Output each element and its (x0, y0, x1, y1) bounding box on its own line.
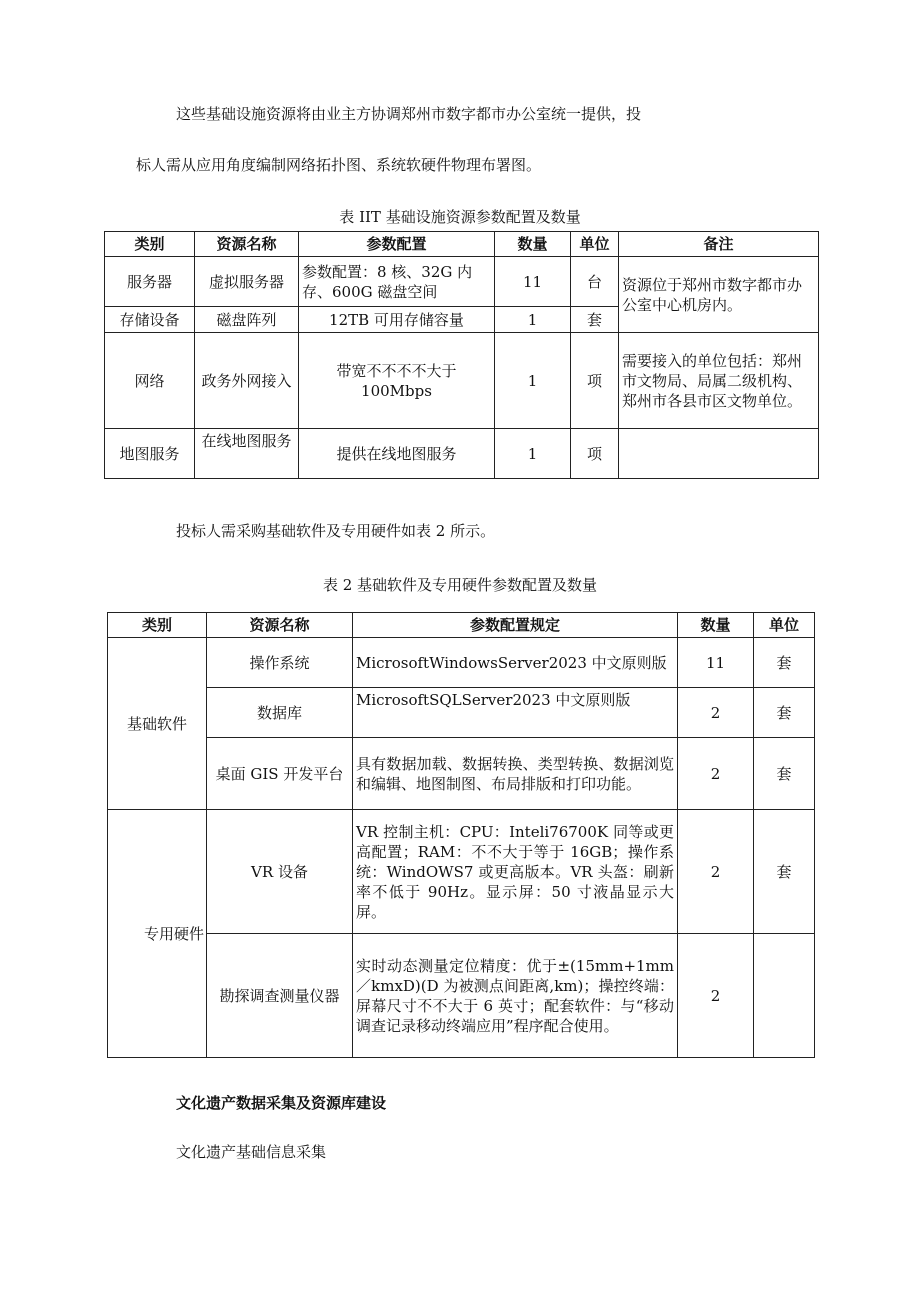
table-row (108, 638, 815, 688)
table2-header-category: 类别 (108, 613, 207, 638)
table-row (105, 257, 819, 307)
table-row (108, 738, 815, 810)
table1-header-category: 类别 (105, 232, 195, 257)
table-cell: 台 (571, 257, 619, 307)
table-cell: 勘探调查测量仪器 (207, 934, 353, 1058)
table-cell: 数据库 (207, 688, 353, 738)
table1-header-row (105, 232, 819, 257)
table-cell: 磁盘阵列 (195, 307, 299, 333)
intro-line-1: 这些基础设施资源将由业主方协调郑州市数字都市办公室统一提供，投 (176, 105, 642, 123)
table1-header-qty: 数量 (495, 232, 571, 257)
table-row (108, 810, 815, 934)
table1-header-unit: 单位 (571, 232, 619, 257)
table-cell: VR 设备 (207, 810, 353, 934)
table-cell: 2 (678, 738, 754, 810)
table2 (107, 612, 815, 1058)
table-cell-note-merged: 资源位于郑州市数字都市办公室中心机房内。 (619, 257, 819, 333)
table1-header-config: 参数配置 (299, 232, 495, 257)
intro-line-2: 标人需从应用角度编制网络拓扑图、系统软硬件物理布署图。 (136, 156, 542, 174)
table-cell: 2 (678, 810, 754, 934)
table-cell: 项 (571, 429, 619, 479)
table-cell: 1 (495, 307, 571, 333)
table1-caption: 表 IIT 基础设施资源参数配置及数量 (339, 208, 581, 226)
table-cell: MicrosoftSQLServer2023 中文原则版 (353, 688, 678, 738)
table2-header-qty: 数量 (678, 613, 754, 638)
table-cell: 地图服务 (105, 429, 195, 479)
table-cell: 1 (495, 429, 571, 479)
table-cell (619, 429, 819, 479)
table-row (105, 333, 819, 429)
table-cell: 套 (571, 307, 619, 333)
table2-caption: 表 2 基础软件及专用硬件参数配置及数量 (322, 576, 598, 594)
table-cell: 11 (495, 257, 571, 307)
table-row (108, 934, 815, 1058)
table-row (105, 429, 819, 479)
table1 (104, 231, 819, 479)
table-cell: 2 (678, 688, 754, 738)
table-cell: 需要接入的单位包括：郑州市文物局、局属二级机构、郑州市各县市区文物单位。 (619, 333, 819, 429)
table-cell: 项 (571, 333, 619, 429)
table-cell: 套 (754, 810, 815, 934)
table-cell: 1 (495, 333, 571, 429)
table-cell: 实时动态测量定位精度：优于±(15mm+1mm／kmxD)(D 为被测点间距离,km)；操控终端：屏幕尺寸不不大于 6 英寸；配套软件：与“移动调查记录移动终端应用”程序配合使用。 (353, 934, 678, 1058)
table-cell: 提供在线地图服务 (299, 429, 495, 479)
table-cell: 服务器 (105, 257, 195, 307)
table2-intro: 投标人需采购基础软件及专用硬件如表 2 所示。 (176, 522, 496, 540)
table2-header-row (108, 613, 815, 638)
table-cell: 参数配置：8 核、32G 内存、600G 磁盘空间 (299, 257, 495, 307)
table2-header-name: 资源名称 (207, 613, 353, 638)
table2-header-unit: 单位 (754, 613, 815, 638)
table-cell: 在线地图服务 (195, 429, 299, 479)
table-cell: MicrosoftWindowsServer2023 中文原则版 (353, 638, 678, 688)
table-cell: 虚拟服务器 (195, 257, 299, 307)
table-cell: 12TB 可用存储容量 (299, 307, 495, 333)
table-cell: 网络 (105, 333, 195, 429)
table-cell: 11 (678, 638, 754, 688)
table-cell-group-special-hardware: 专用硬件 (108, 810, 207, 1058)
section-heading: 文化遗产数据采集及资源库建设 (176, 1094, 387, 1112)
table-row (108, 688, 815, 738)
table-cell (754, 934, 815, 1058)
table-cell: 桌面 GIS 开发平台 (207, 738, 353, 810)
table1-header-name: 资源名称 (195, 232, 299, 257)
table-cell: 套 (754, 638, 815, 688)
table2-header-config: 参数配置规定 (353, 613, 678, 638)
table-cell: 政务外网接入 (195, 333, 299, 429)
table-cell: 套 (754, 688, 815, 738)
table-cell: 存储设备 (105, 307, 195, 333)
table-cell: 2 (678, 934, 754, 1058)
subsection-heading: 文化遗产基础信息采集 (176, 1143, 327, 1161)
table-cell-group-basic-software: 基础软件 (108, 638, 207, 810)
table-cell: VR 控制主机：CPU：Inteli76700K 同等或更高配置；RAM：不不大于等于 16GB；操作系统：WindOWS7 或更高版本。VR 头盔：刷新率不低于 90Hz。显示屏：50 寸液晶显示大屏。 (353, 810, 678, 934)
table-cell: 操作系统 (207, 638, 353, 688)
table1-header-note: 备注 (619, 232, 819, 257)
table-cell: 带宽不不不不大于 100Mbps (299, 333, 495, 429)
table-cell: 具有数据加载、数据转换、类型转换、数据浏览和编辑、地图制图、布局排版和打印功能。 (353, 738, 678, 810)
table-cell: 套 (754, 738, 815, 810)
